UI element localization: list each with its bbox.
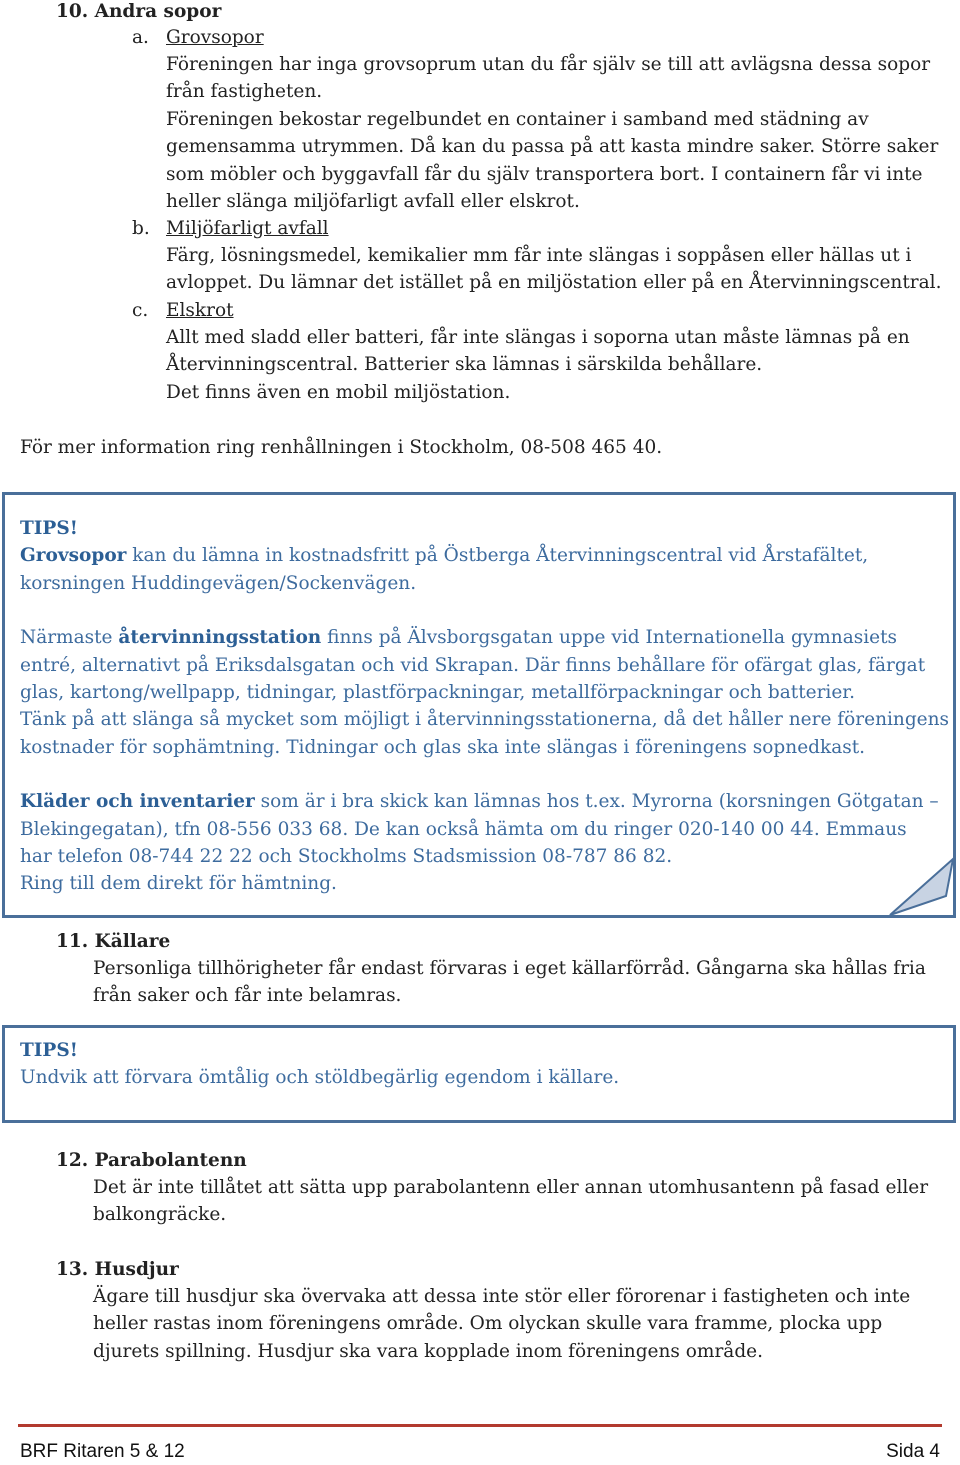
text-line: Undvik att förvara ömtålig och stöldbegärlig egendom i källare. — [20, 1067, 620, 1089]
text-line: djurets spillning. Husdjur ska vara kopplade inom föreningens område. — [93, 1340, 764, 1362]
text-line: Föreningen bekostar regelbundet en container i samband med städning av — [166, 108, 869, 130]
item-b-body — [166, 242, 941, 297]
item-a-title: Grovsopor — [166, 27, 264, 48]
text-line: entré, alternativt på Eriksdalsgatan och vid Skrapan. Där finns behållare för ofärgat glas, färgat — [20, 654, 926, 676]
item-a-body — [166, 51, 938, 215]
text-line: Allt med sladd eller batteri, får inte slängas i soporna utan måste lämnas på en — [166, 327, 910, 348]
section-13-heading: 13. Husdjur — [56, 1259, 179, 1280]
item-c-body — [166, 324, 910, 406]
section-12-body — [93, 1174, 928, 1229]
text-line: Tänk på att slänga så mycket som möjligt i återvinningsstationerna, då det håller nere föreningens — [20, 709, 950, 731]
tips-content-2 — [20, 1037, 619, 1092]
text-line: som möbler och byggavfall får du själv transportera bort. I containern får vi inte — [166, 163, 923, 185]
tips-keyword: Kläder och inventarier — [20, 791, 255, 813]
tips-keyword: återvinningsstation — [118, 627, 322, 649]
text-line: Ägare till husdjur ska övervaka att dessa inte stör eller förorenar i fastigheten och inte — [93, 1286, 911, 1307]
text-line: Föreningen har inga grovsoprum utan du får själv se till att avlägsna dessa sopor — [166, 54, 931, 75]
page-number: Sida 4 — [886, 1441, 940, 1462]
section-10-heading: 10. Andra sopor — [56, 1, 222, 22]
text-line: Ring till dem direkt för hämtning. — [20, 873, 337, 895]
section-11-body — [93, 955, 926, 1010]
tips-title: TIPS! — [20, 1040, 78, 1061]
text-line: heller rastas inom föreningens område. Om olyckan skulle vara framme, plocka upp — [93, 1313, 883, 1335]
text-line: heller slänga miljöfarligt avfall eller elskrot. — [166, 191, 580, 213]
text-line: Blekingegatan), tfn 08-556 033 68. De kan också hämta om du ringer 020-140 00 44. Emmaus — [20, 818, 907, 840]
text-line: som är i bra skick kan lämnas hos t.ex. Myrorna (korsningen Götgatan – — [254, 791, 939, 813]
text-line: Det är inte tillåtet att sätta upp parabolantenn eller annan utomhusantenn på fasad eller — [93, 1177, 929, 1198]
text-fragment: Närmaste — [20, 627, 119, 649]
text-line: från fastigheten. — [166, 81, 323, 103]
item-a-marker: a. — [132, 27, 149, 48]
section-11-heading: 11. Källare — [56, 931, 171, 952]
tips-title: TIPS! — [20, 518, 78, 539]
text-line: från saker och får inte belamras. — [93, 985, 402, 1007]
footer-rule — [18, 1424, 942, 1427]
text-line: glas, kartong/wellpapp, tidningar, plastförpackningar, metallförpackningar och batterier. — [20, 682, 855, 704]
text-line: balkongräcke. — [93, 1204, 227, 1226]
footer-title: BRF Ritaren 5 & 12 — [20, 1441, 185, 1462]
text-line: gemensamma utrymmen. Då kan du passa på att kasta mindre saker. Större saker — [166, 136, 939, 158]
item-c-marker: c. — [132, 300, 149, 321]
item-c-title: Elskrot — [166, 300, 234, 321]
text-line: avloppet. Du lämnar det istället på en miljöstation eller på en Återvinningscentral. — [166, 272, 942, 294]
text-line: finns på Älvsborgsgatan uppe vid Internationella gymnasiets — [321, 627, 898, 649]
text-line: korsningen Huddingevägen/Sockenvägen. — [20, 572, 417, 594]
info-text: För mer information ring renhållningen i Stockholm, 08-508 465 40. — [20, 437, 663, 458]
tips-content-1 — [20, 515, 950, 898]
text-line: Det finns även en mobil miljöstation. — [166, 381, 511, 403]
text-line: kostnader för sophämtning. Tidningar och glas ska inte slängas i föreningens sopnedkast. — [20, 736, 866, 758]
item-b-marker: b. — [132, 218, 150, 239]
tips-keyword: Grovsopor — [20, 545, 127, 567]
text-line: Återvinningscentral. Batterier ska lämnas i särskilda behållare. — [166, 354, 763, 376]
text-line: kan du lämna in kostnadsfritt på Östberga Återvinningscentral vid Årstafältet, — [126, 545, 869, 567]
section-13-body — [93, 1283, 910, 1365]
text-line: har telefon 08-744 22 22 och Stockholms Stadsmission 08-787 86 82. — [20, 846, 673, 868]
section-12-heading: 12. Parabolantenn — [56, 1150, 247, 1171]
text-line: Färg, lösningsmedel, kemikalier mm får inte slängas i soppåsen eller hällas ut i — [166, 245, 912, 266]
text-line: Personliga tillhörigheter får endast förvaras i eget källarförråd. Gångarna ska hållas fria — [93, 958, 926, 979]
item-b-title: Miljöfarligt avfall — [166, 218, 329, 239]
